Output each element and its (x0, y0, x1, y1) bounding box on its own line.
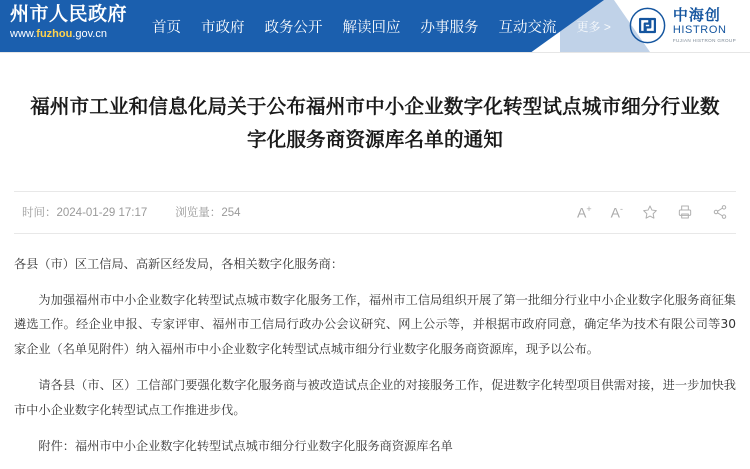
article-paragraph: 请各县（市、区）工信部门要强化数字化服务商与被改造试点企业的对接服务工作，促进数字化转型项目供需对接，进一步加快我市中小企业数字化转型试点工作推进步伐。 (14, 378, 736, 417)
site-domain-suffix: .gov.cn (72, 28, 107, 40)
font-increase-letter: A (577, 204, 587, 221)
share-icon[interactable] (712, 204, 728, 220)
partner-brand-en: HISTRON (672, 24, 727, 37)
partner-brand-logo (629, 7, 736, 44)
site-domain-highlight: fuzhou (36, 28, 73, 40)
font-size-decrease-button[interactable] (611, 205, 623, 220)
font-decrease-letter: A (610, 204, 620, 221)
nav-item-interpretation[interactable]: 解读回应 (342, 19, 401, 36)
site-domain-prefix: www. (10, 28, 37, 40)
nav-item-government[interactable]: 市政府 (201, 19, 245, 36)
partner-brand-cn: 中海创 (672, 6, 721, 24)
site-header (0, 0, 750, 53)
article-paragraph: 为加强福州市中小企业数字化转型试点城市数字化服务工作，福州市工信局组织开展了第一批细分行业中小企业数字化服务商征集遴选工作。经企业申报、专家评审、福州市工信局行政办公会议研究、网上公示等，并根据市政府同意，确定华为技术有限公司等30家企业（名单见附件）纳入福州市中小企业数字化转型试点城市细分行业数字化服务商资源库，现予以公布。 (14, 292, 736, 356)
site-name: 州市人民政府 (10, 3, 128, 25)
view-count-value: 254 (221, 207, 241, 219)
interlocking-squares-logo-icon (629, 7, 666, 44)
article-body (0, 234, 750, 459)
publish-time-label: 时间： (22, 207, 57, 219)
nav-item-services[interactable]: 办事服务 (420, 19, 479, 36)
print-icon[interactable] (677, 204, 693, 220)
nav-item-more[interactable]: 更多 > (576, 19, 611, 34)
article-meta-info (22, 204, 241, 220)
article-paragraph-salutation: 各县（市）区工信局、高新区经发局，各相关数字化服务商： (14, 256, 344, 271)
partner-brand-sub: FUJIAN HISTRON GROUP (672, 37, 736, 43)
view-count (175, 204, 240, 220)
partner-brand-text (673, 8, 736, 44)
site-domain (10, 29, 140, 40)
publish-time (22, 204, 147, 220)
site-logo[interactable] (10, 5, 140, 40)
article-title-container (0, 53, 750, 157)
page-title: 福州市工业和信息化局关于公布福州市中小企业数字化转型试点城市细分行业数字化服务商资源库名单的通知 (30, 95, 720, 151)
nav-item-home[interactable]: 首页 (152, 19, 181, 36)
font-decrease-sup: - (620, 203, 623, 214)
favorite-star-icon[interactable] (642, 204, 658, 220)
font-increase-sup: + (586, 203, 592, 214)
publish-time-value: 2024-01-29 17:17 (56, 207, 148, 219)
article-meta-bar (14, 191, 736, 234)
article-attachment-line: 附件：福州市中小企业数字化转型试点城市细分行业数字化服务商资源库名单 (38, 438, 453, 453)
view-count-label: 浏览量： (175, 207, 222, 219)
article-tools[interactable] (577, 204, 728, 220)
main-navigation[interactable] (152, 0, 611, 52)
nav-item-affairs-open[interactable]: 政务公开 (264, 19, 323, 36)
nav-item-interaction[interactable]: 互动交流 (498, 19, 557, 36)
font-size-increase-button[interactable] (577, 205, 592, 220)
